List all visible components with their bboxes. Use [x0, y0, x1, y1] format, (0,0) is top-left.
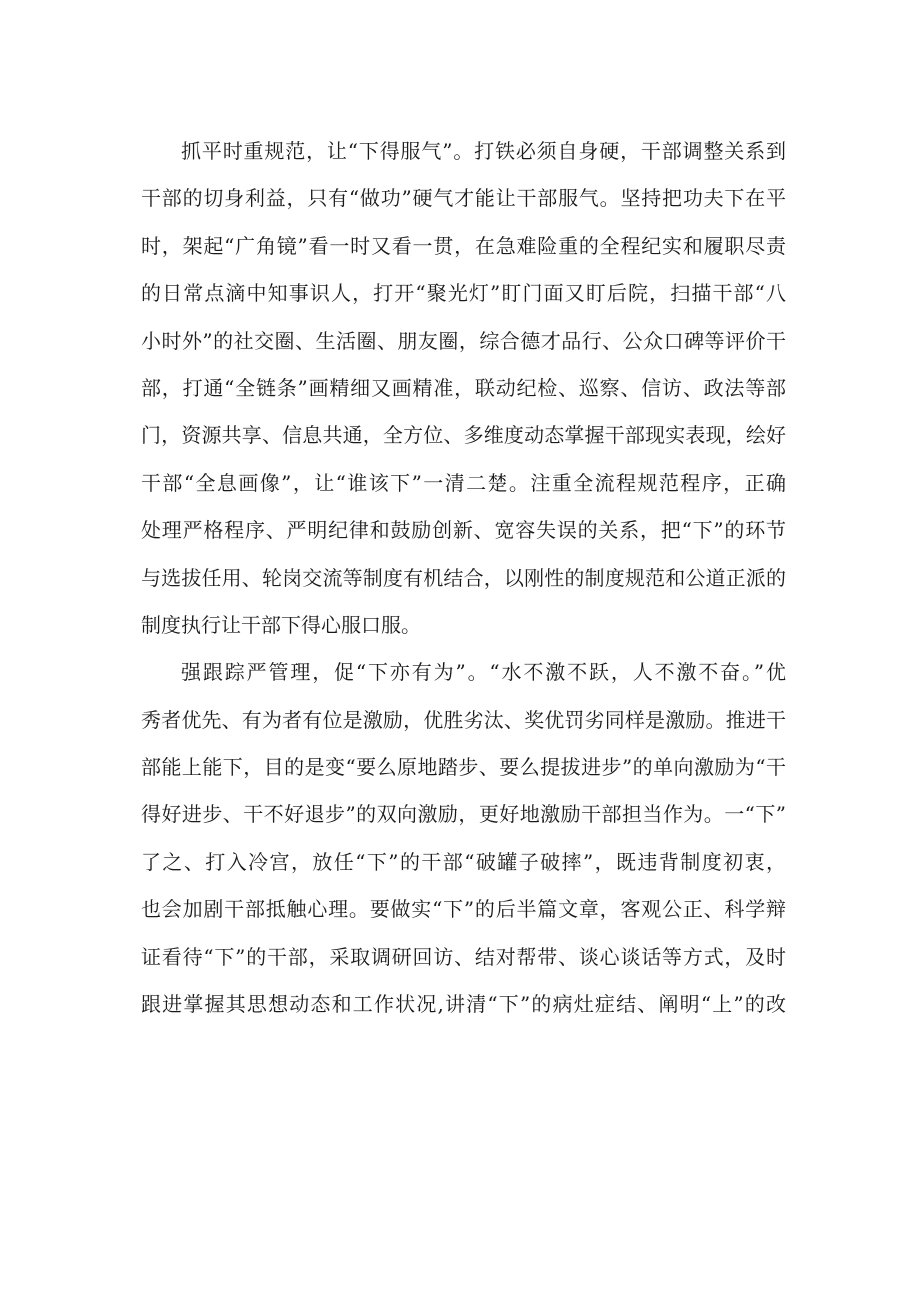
paragraph-line: 部能上能下，目的是变“要么原地踏步、要么提拔进步”的单向激励为“干 [141, 755, 786, 780]
paragraph-line: 干部“全息画像”，让“谁该下”一清二楚。注重全流程规范程序，正确 [141, 470, 786, 495]
paragraph-line: 时，架起“广角镜”看一时又看一贯，在急难险重的全程纪实和履职尽责 [141, 233, 786, 258]
paragraph-line: 门，资源共享、信息共通，全方位、多维度动态掌握干部现实表现，绘好 [141, 423, 786, 448]
paragraph-line: 的日常点滴中知事识人，打开“聚光灯”盯门面又盯后院，扫描干部“八 [141, 281, 786, 306]
paragraph-line: 也会加剧干部抵触心理。要做实“下”的后半篇文章，客观公正、科学辩 [141, 897, 786, 922]
paragraph-line: 强跟踪严管理，促“下亦有为”。“水不激不跃，人不激不奋。”优 [181, 660, 786, 685]
paragraph-line: 了之、打入冷宫，放任“下”的干部“破罐子破摔”，既违背制度初衷， [141, 849, 786, 874]
paragraph-2 [141, 649, 786, 1028]
paragraph-line: 部，打通“全链条”画精细又画精准，联动纪检、巡察、信访、政法等部 [141, 375, 786, 400]
paragraph-line: 得好进步、干不好退步”的双向激励，更好地激励干部担当作为。一“下” [141, 802, 786, 827]
paragraph-line: 秀者优先、有为者有位是激励，优胜劣汰、奖优罚劣同样是激励。推进干 [141, 707, 786, 732]
paragraph-line: 与选拔任用、轮岗交流等制度有机结合，以刚性的制度规范和公道正派的 [141, 565, 786, 590]
document-body [141, 128, 786, 1028]
paragraph-line: 证看待“下”的干部，采取调研回访、结对帮带、谈心谈话等方式，及时 [141, 944, 786, 969]
paragraph-line: 制度执行让干部下得心服口服。 [141, 612, 421, 637]
paragraph-line: 处理严格程序、严明纪律和鼓励创新、宽容失误的关系，把“下”的环节 [141, 518, 786, 543]
paragraph-line: 干部的切身利益，只有“做功”硬气才能让干部服气。坚持把功夫下在平 [141, 186, 786, 211]
paragraph-line: 抓平时重规范，让“下得服气”。打铁必须自身硬，干部调整关系到 [181, 139, 786, 163]
paragraph-1 [141, 128, 786, 649]
paragraph-line: 跟进掌握其思想动态和工作状况,讲清“下”的病灶症结、阐明“上”的改 [141, 992, 786, 1017]
paragraph-line: 小时外”的社交圈、生活圈、朋友圈，综合德才品行、公众口碑等评价干 [141, 328, 786, 353]
